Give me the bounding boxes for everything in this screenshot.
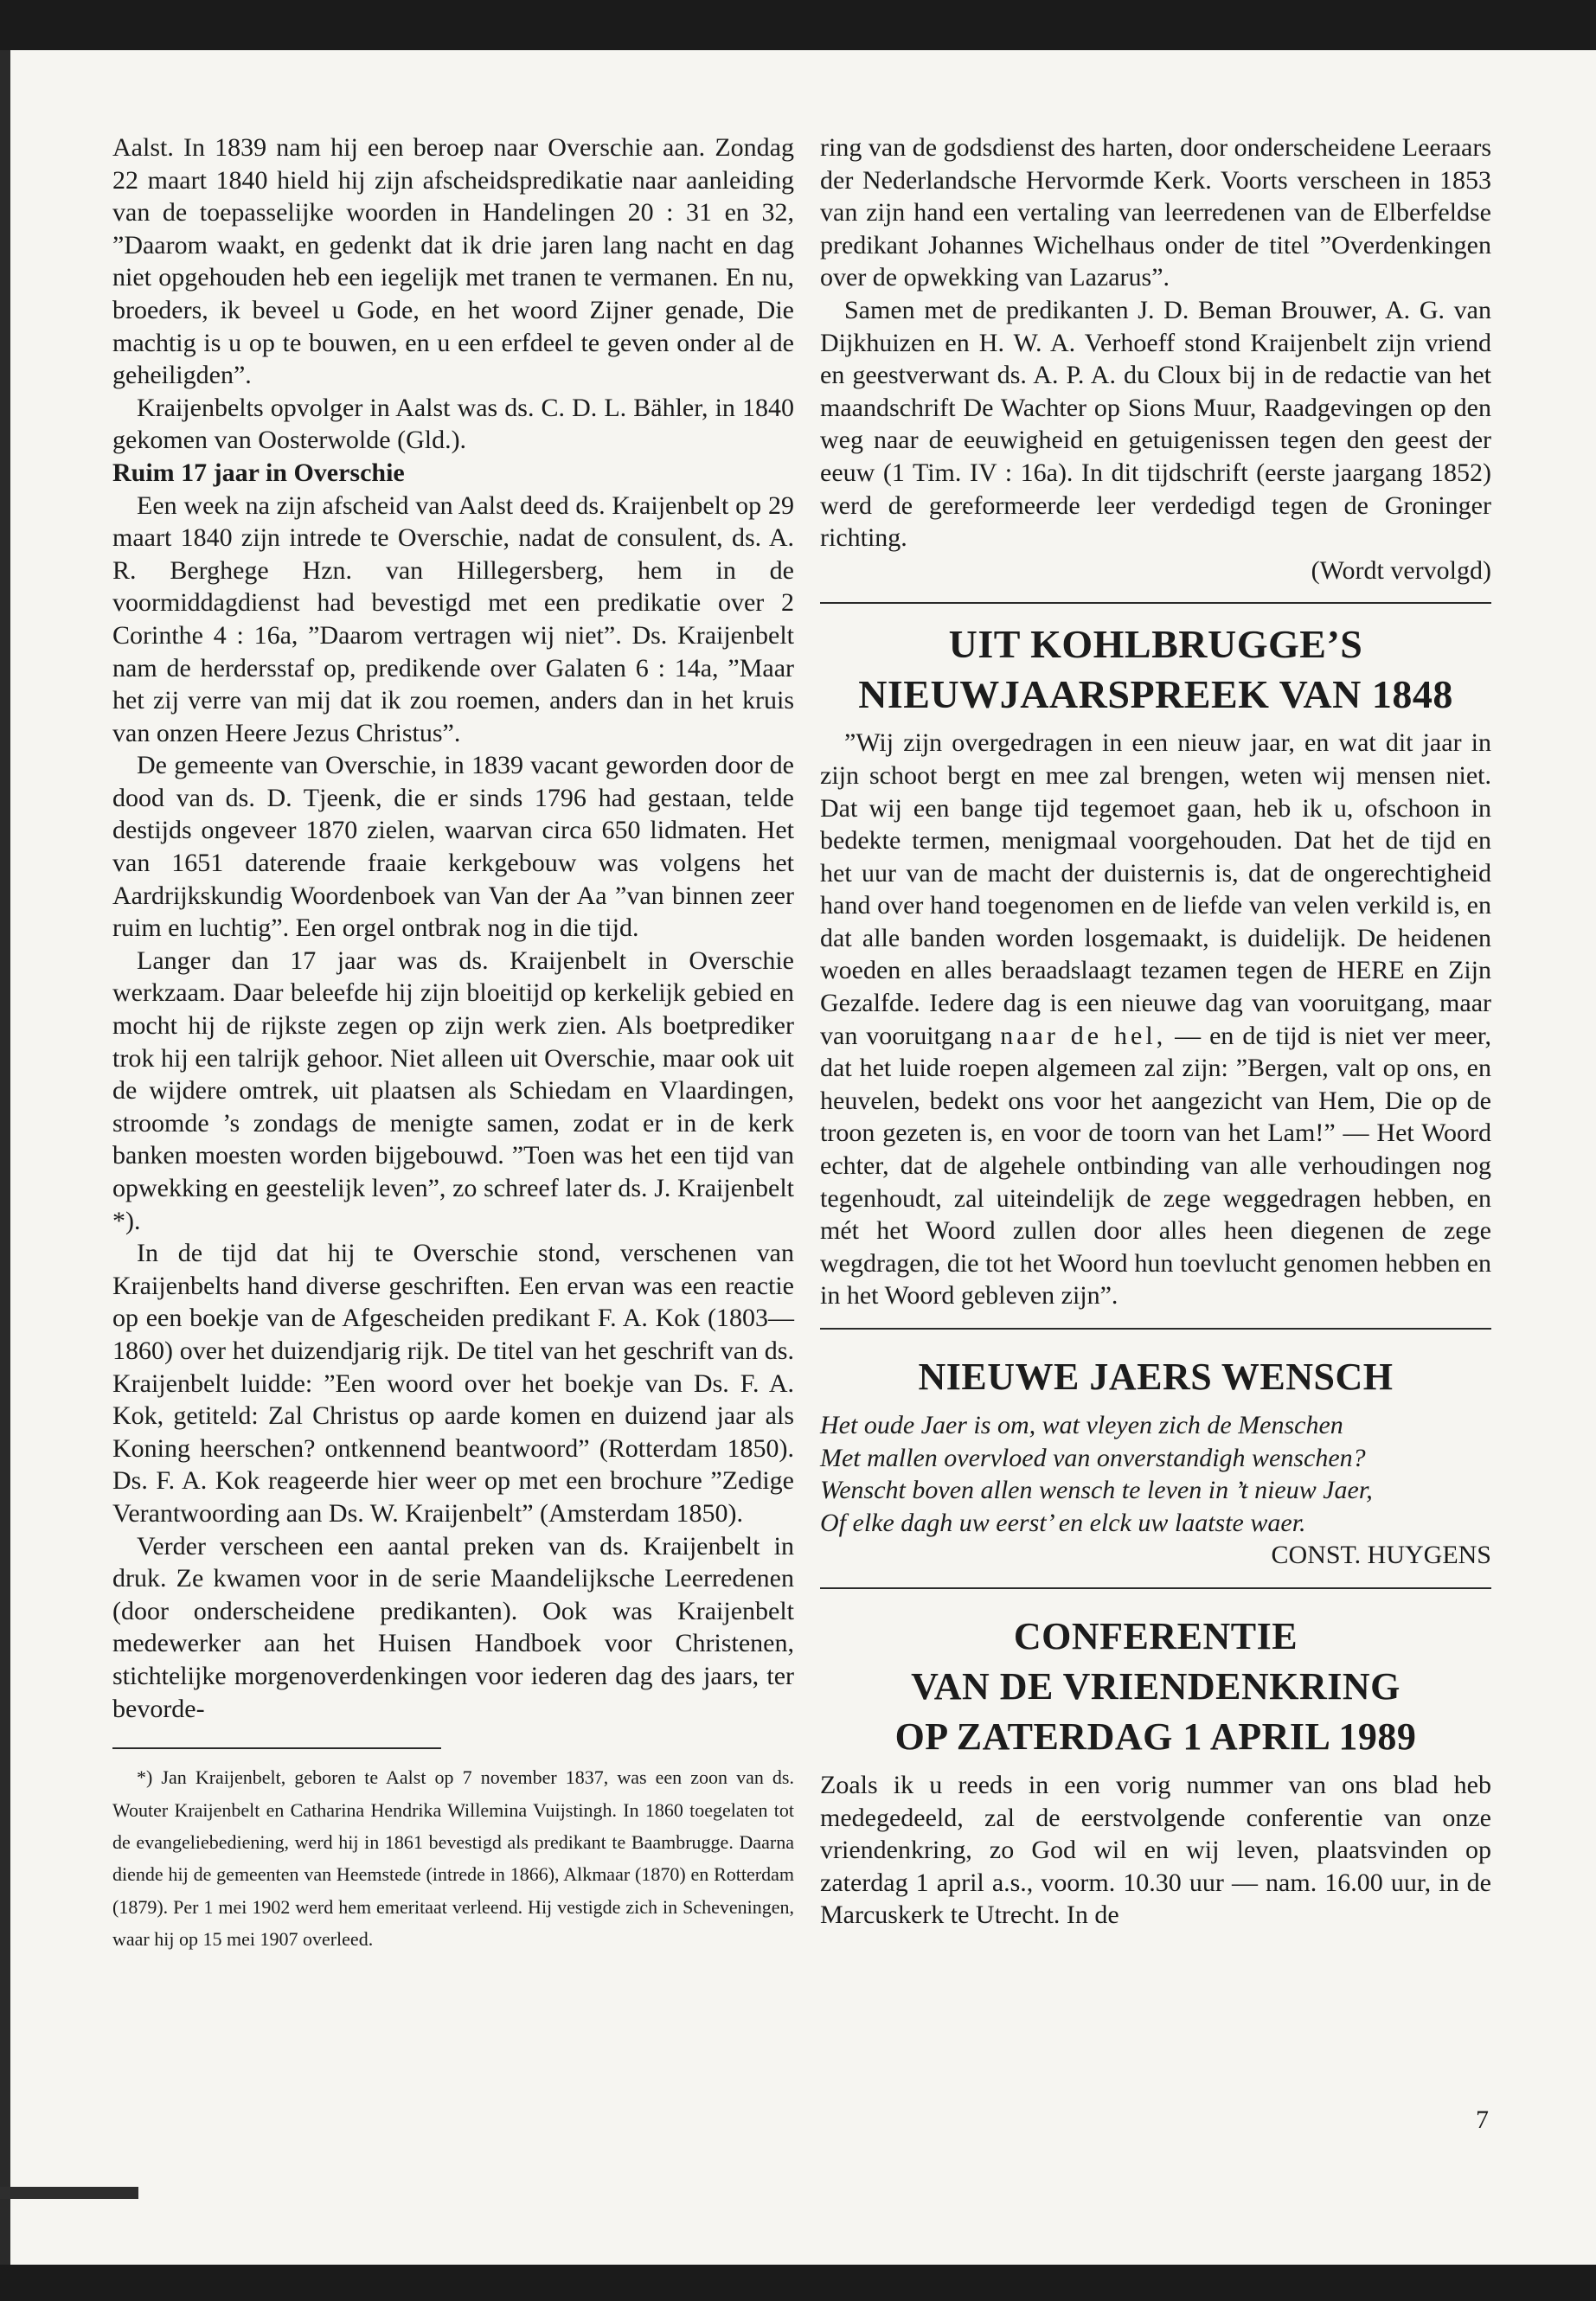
spaced-emphasis: naar de hel,: [1000, 1021, 1167, 1050]
page-sheet: [0, 50, 1596, 2265]
section-divider: [820, 1328, 1491, 1330]
title-line: NIEUWJAARSPREEK VAN 1848: [858, 672, 1453, 717]
continued-note: (Wordt vervolgd): [1311, 555, 1491, 585]
poem-line: Of elke dagh uw eerst’ en elck uw laatste waer.: [820, 1508, 1306, 1537]
scan-artifact: [0, 2187, 138, 2199]
paragraph: Zoals ik u reeds in een vorig nummer van ons blad heb medegedeeld, zal de eerstvolgende conferentie van onze vriendenkring, zo God wil en wij leven, plaatsvinden op zaterdag 1 april a.s., voorm. 10.30 uur — nam. 16.00 uur, in de Marcuskerk te Utrecht. In de: [820, 1770, 1491, 1930]
paragraph: Verder verscheen een aantal preken van ds. Kraijenbelt in druk. Ze kwamen voor in de serie Maandelijksche Leerredenen (door onderscheidene predikanten). Ook was Kraijenbelt medewerker aan het Huisen Handboek voor Christenen, stichtelijke morgenoverdenkingen voor iederen dag des jaars, ter bevorde-: [112, 1531, 794, 1723]
title-line: UIT KOHLBRUGGE’S: [948, 622, 1363, 667]
quote-text: — en de tijd is niet ver meer, dat het luide roepen algemeen zal zijn: ”Bergen, valt op ons, en heuvelen, bedekt ons voor het aangezicht van Hem, Die op de troon gezeten is, en voor de toorn van het Lam!” — Het Woord echter, dat de algehele ontbinding van alle verhoudingen nog tegenhoudt, zal uiteindelijk de zege weggedragen hebben, en mét het Woord zullen door alles heen diegenen de zege wegdragen, die tot het Woord hun toevlucht genomen hebben en in het Woord gebleven zijn”.: [820, 1021, 1492, 1311]
conferentie-title: [820, 1612, 1491, 1762]
paragraph: Langer dan 17 jaar was ds. Kraijenbelt in Overschie werkzaam. Daar beleefde hij zijn bloeitijd op kerkelijk gebied en mocht hij de rijkste zegen op zijn werk zien. Als boetprediker trok hij een talrijk gehoor. Niet alleen uit Overschie, maar ook uit de wijdere omtrek, uit plaatsen als Schiedam en Vlaardingen, stroomde ’s zondags de menigte samen, zodat er in de kerk banken moesten worden bijgebouwd. ”Toen was het een tijd van opwekking en geestelijk leven”, zo schreef later ds. J. Kraijenbelt *).: [112, 945, 794, 1235]
poem-line: Met mallen overvloed van onverstandigh wenschen?: [820, 1443, 1366, 1472]
page-number: 7: [1476, 2106, 1489, 2134]
quote-paragraph: [820, 727, 1491, 1312]
poem-line: Het oude Jaer is om, wat vleyen zich de Menschen: [820, 1411, 1343, 1439]
wensch-title: NIEUWE JAERS WENSCH: [918, 1356, 1394, 1398]
title-line: CONFERENTIE: [1013, 1614, 1298, 1657]
paragraph: Een week na zijn afscheid van Aalst deed ds. Kraijenbelt op 29 maart 1840 zijn intrede te Overschie, nadat de consulent, ds. A. R. Berghege Hzn. van Hillegersberg, hem in de voormiddagdienst had bevestigd met een predikatie over 2 Corinthe 4 : 16a, ”Daarom vertragen wij niet”. Ds. Kraijenbelt nam de herdersstaf op, predikende over Galaten 6 : 14a, ”Maar het zij verre van mij dat ik zou roemen, anders dan in het kruis van onzen Heere Jezus Christus”.: [112, 490, 794, 747]
paragraph: ring van de godsdienst des harten, door onderscheidene Leeraars der Nederlandsche Hervormde Kerk. Voorts verscheen in 1853 van zijn hand een vertaling van leerredenen van de Elberfeldse predikant Johannes Wichelhaus onder de titel ”Overdenkingen over de opwekking van Lazarus”.: [820, 133, 1491, 292]
paragraph: De gemeente van Overschie, in 1839 vacant geworden door de dood van ds. D. Tjeenk, die er sinds 1796 had gestaan, telde destijds ongeveer 1870 zielen, waarvan circa 650 lidmaten. Het van 1651 daterende fraaie kerkgebouw was volgens het Aardrijkskundig Woordenboek van Van der Aa ”van binnen zeer ruim en luchtig”. Een orgel ontbrak nog in die tijd.: [112, 751, 794, 943]
section-divider: [820, 602, 1491, 604]
title-line: VAN DE VRIENDENKRING: [911, 1664, 1401, 1708]
poem-line: Wenscht boven allen wensch te leven in ’t nieuw Jaer,: [820, 1476, 1373, 1505]
paragraph: Aalst. In 1839 nam hij een beroep naar Overschie aan. Zondag 22 maart 1840 hield hij zijn afscheidspredikatie naar aanleiding van de toepasselijke woorden in Handelingen 20 : 31 en 32, ”Daarom waakt, en gedenkt dat ik drie jaren lang nacht en dag niet opgehouden heb een iegelijk met tranen te vermanen. En nu, broeders, ik beveel u Gode, en het woord Zijner genade, Die machtig is u op te bouwen, en u een erfdeel te geven onder al de geheiligden”.: [112, 133, 794, 390]
title-line: OP ZATERDAG 1 APRIL 1989: [894, 1715, 1417, 1758]
binding-edge: [0, 50, 10, 2265]
paragraph: Kraijenbelts opvolger in Aalst was ds. C. D. L. Bähler, in 1840 gekomen van Oosterwolde (Gld.).: [112, 393, 794, 455]
left-column: [112, 131, 794, 1956]
paragraph: In de tijd dat hij te Overschie stond, verschenen van Kraijenbelts hand diverse geschriften. Een ervan was een reactie op een boekje van de Afgescheiden predikant F. A. Kok (1803—1860) over het duizendjarig rijk. De titel van het geschrift van ds. Kraijenbelt luidde: ”Een woord over het boekje van Ds. F. A. Kok, getiteld: Zal Christus op aarde komen en duizend jaar als Koning heerschen? ontkennend beantwoord” (Rotterdam 1850). Ds. F. A. Kok reageerde hier weer op met een brochure ”Zedige Verantwoording aan Ds. W. Kraijenbelt” (Amsterdam 1850).: [112, 1239, 794, 1528]
section-heading: Ruim 17 jaar in Overschie: [112, 458, 405, 487]
poem: [820, 1409, 1491, 1539]
paragraph: Samen met de predikanten J. D. Beman Brouwer, A. G. van Dijkhuizen en H. W. A. Verhoeff stond Kraijenbelt zijn vriend en geestverwant ds. A. P. A. du Cloux bij in de redactie van het maandschrift De Wachter op Sions Muur, Raadgevingen op den weg naar de eeuwigheid en getuigenissen tegen den geest der eeuw (1 Tim. IV : 16a). In dit tijdschrift (eerste jaargang 1852) werd de gereformeerde leer verdedigd tegen de Groninger richting.: [820, 295, 1491, 553]
right-column: [820, 131, 1491, 1932]
footnote: *) Jan Kraijenbelt, geboren te Aalst op 7 november 1837, was een zoon van ds. Wouter Kraijenbelt en Catharina Hendrika Willemina Vuijstingh. In 1860 toegelaten tot de evangeliebediening, werd hij in 1861 bevestigd als predikant te Baambrugge. Daarna diende hij de gemeenten van Heemstede (intrede in 1866), Alkmaar (1870) en Rotterdam (1879). Per 1 mei 1902 werd hem emeritaat verleend. Hij vestigde zich in Scheveningen, waar hij op 15 mei 1907 overleed.: [112, 1766, 794, 1951]
section-divider: [820, 1587, 1491, 1589]
quote-text: ”Wij zijn overgedragen in een nieuw jaar, en wat dit jaar in zijn schoot bergt en mee zal brengen, weten wij mensen niet. Dat wij een bange tijd tegemoet gaan, heb ik u, ofschoon in bedekte termen, menigmaal voorgehouden. Dat het de tijd en het uur van de macht der duisternis is, dat de ongerechtigheid hand over hand toegenomen en de liefde van velen verkild is, en dat alle banden worden losgemaakt, is duidelijk. De heidenen woeden en alles beraadslaagt tezamen tegen de HERE en Zijn Gezalfde. Iedere dag is een nieuwe dag van vooruitgang, maar van vooruitgang: [820, 728, 1491, 1050]
poem-author: CONST. HUYGENS: [1271, 1541, 1491, 1570]
kohlbrugge-title: [820, 619, 1491, 720]
footnote-divider: [112, 1747, 441, 1749]
